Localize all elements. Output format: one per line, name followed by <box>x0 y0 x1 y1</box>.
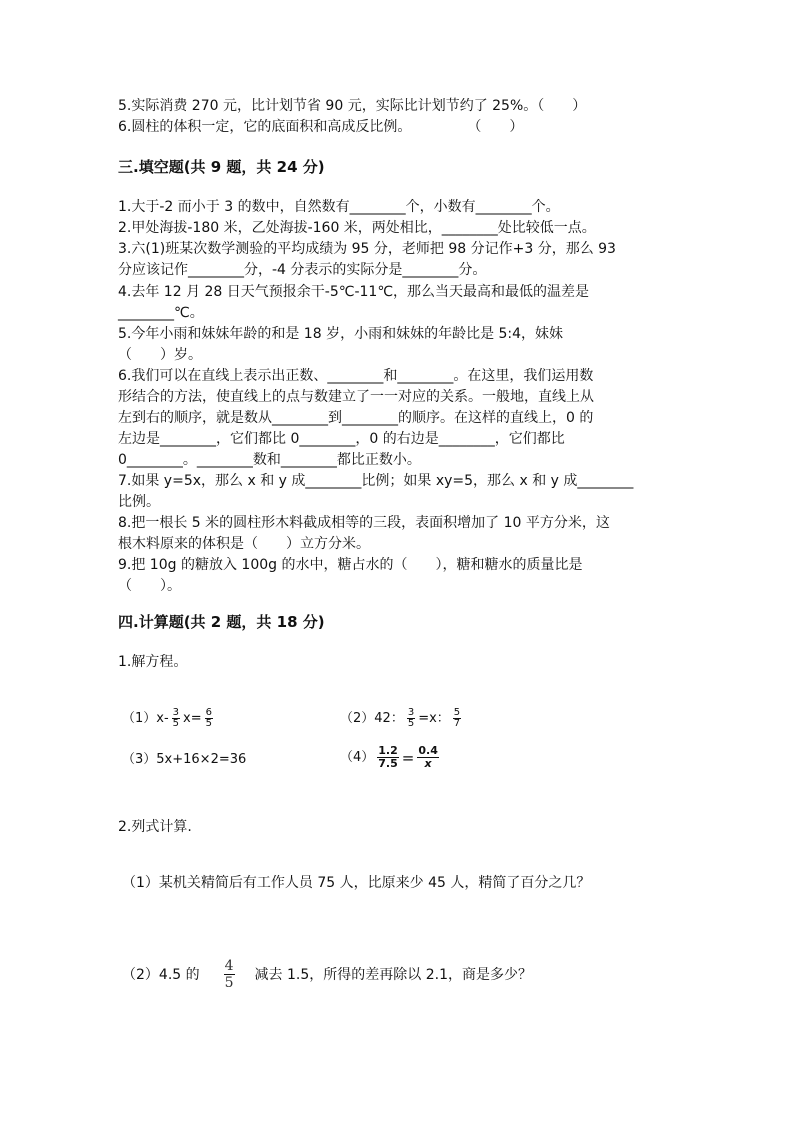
numerator: 3 <box>172 707 180 718</box>
q3-line: 4.去年 12 月 28 日天气预报余干-5℃-11℃，那么当天最高和最低的温差是 <box>118 284 590 300</box>
section4-heading: 四.计算题(共 2 题，共 18 分) <box>118 613 325 631</box>
q3-line: 8.把一根长 5 米的圆柱形木料截成相等的三段，表面积增加了 10 平方分米，这 <box>118 515 610 531</box>
q3-line: 1.大于-2 而小于 3 的数中，自然数有________个，小数有________个。 <box>118 199 560 215</box>
denominator: 5 <box>205 718 213 729</box>
q3-line: 左到右的顺序，就是数从________到________的顺序。在这样的直线上，0 的 <box>118 410 594 426</box>
q3-line: 形结合的方法，使直线上的点与数建立了一一对应的关系。一般地，直线上从 <box>118 389 594 405</box>
q3-line: 2.甲处海拔-180 米，乙处海拔-160 米，两处相比，________处比较低一点。 <box>118 220 596 236</box>
equation-2 <box>340 708 464 729</box>
q3-line: 5.今年小雨和妹妹年龄的和是 18 岁，小雨和妹妹的年龄比是 5:4，妹妹 <box>118 326 564 342</box>
equation-4 <box>340 745 442 770</box>
q3-line: 7.如果 y=5x，那么 x 和 y 成________比例；如果 xy=5，那么 x 和 y 成________ <box>118 473 634 489</box>
calc-question-2 <box>122 958 532 991</box>
q-text: 减去 1.5，所得的差再除以 2.1，商是多少？ <box>254 966 532 983</box>
q3-line: （ ）岁。 <box>118 347 202 363</box>
equals-sign: = <box>401 748 415 767</box>
q3-line: 分应该记作________分，-4 分表示的实际分是________分。 <box>118 262 487 278</box>
numerator: 6 <box>205 707 213 718</box>
fraction <box>417 745 439 770</box>
q3-line: （ ）。 <box>118 578 181 594</box>
q3-line: 9.把 10g 的糖放入 100g 的水中，糖占水的（ ），糖和糖水的质量比是 <box>118 557 583 573</box>
eq-text: x- <box>156 710 169 726</box>
eq-label: （1） <box>122 710 157 726</box>
numerator: 3 <box>407 707 415 718</box>
eq-text: =x： <box>418 710 450 726</box>
q3-line: 6.我们可以在直线上表示出正数、________和________。在这里，我们运用数 <box>118 368 594 384</box>
fraction <box>205 708 213 729</box>
q3-line: 3.六(1)班某次数学测验的平均成绩为 95 分，老师把 98 分记作+3 分，那么 93 <box>118 241 616 257</box>
eq-label: （4） <box>340 749 375 765</box>
numerator: 0.4 <box>418 744 438 757</box>
denominator: x <box>424 757 432 770</box>
q4-2-title: 2.列式计算. <box>118 819 192 835</box>
section3-heading: 三.填空题(共 9 题，共 24 分) <box>118 158 325 176</box>
eq-text: 42： <box>374 710 404 726</box>
denominator: 7.5 <box>378 757 398 770</box>
calc-question-1: （1）某机关精简后有工作人员 75 人，比原来少 45 人，精简了百分之几？ <box>122 875 591 891</box>
q2-6: 6.圆柱的体积一定，它的底面积和高成反比例。 （ ） <box>118 119 524 135</box>
fraction <box>407 708 415 729</box>
eq-label: （2） <box>340 710 375 726</box>
equation-3: （3）5x+16×2=36 <box>122 752 247 767</box>
q2-5: 5.实际消费 270 元，比计划节省 90 元，实际比计划节约了 25%。（ ） <box>118 98 587 114</box>
fraction <box>377 745 399 770</box>
q3-line: 比例。 <box>118 494 160 510</box>
q3-line: ________℃。 <box>118 305 204 321</box>
denominator: 7 <box>453 718 461 729</box>
denominator: 5 <box>172 718 180 729</box>
q4-1-title: 1.解方程。 <box>118 654 188 670</box>
fraction <box>172 708 180 729</box>
fraction <box>453 708 461 729</box>
denominator: 5 <box>407 718 415 729</box>
q3-line: 0________。________数和________都比正数小。 <box>118 452 421 468</box>
equation-1 <box>122 708 216 729</box>
q3-line: 根木料原来的体积是（ ）立方分米。 <box>118 536 370 552</box>
numerator: 5 <box>453 707 461 718</box>
numerator: 1.2 <box>378 744 398 757</box>
fraction <box>224 958 235 991</box>
numerator: 4 <box>224 958 234 974</box>
eq-text: x= <box>183 710 202 726</box>
denominator: 5 <box>224 975 234 991</box>
q3-line: 左边是________，它们都比 0________，0 的右边是________，它们都比 <box>118 431 565 447</box>
q-text: （2）4.5 的 <box>122 966 200 983</box>
